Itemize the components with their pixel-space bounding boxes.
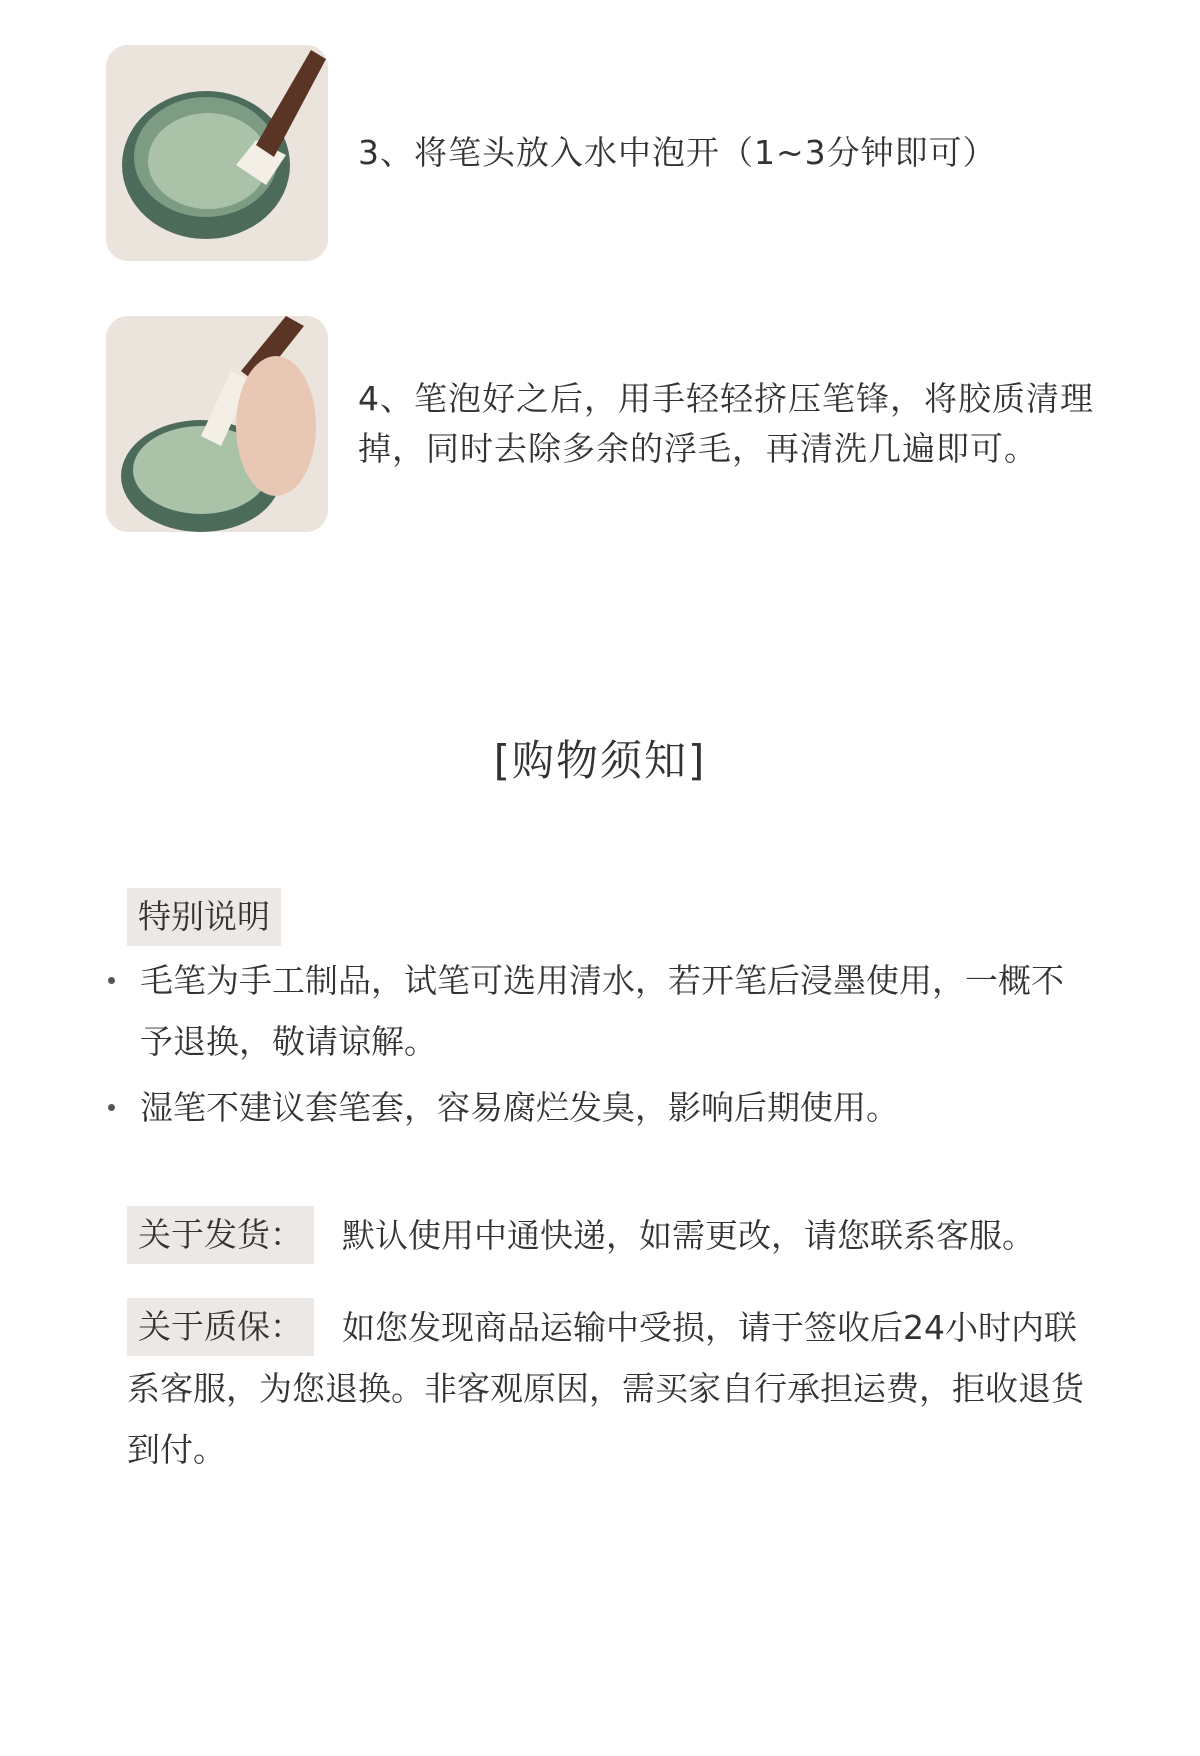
brush-squeezing-image: [106, 316, 328, 532]
warranty-info: [127, 1297, 1087, 1480]
shipping-label: 关于发货：: [127, 1206, 314, 1264]
bullet-icon: [108, 977, 115, 984]
brush-soaking-bowl-image: [106, 45, 328, 261]
shopping-notice-title: [购物须知]: [493, 736, 707, 785]
list-item: [104, 1077, 1094, 1138]
warranty-text: 如您发现商品运输中受损，请于签收后24小时内联系客服，为您退换。非客观原因，需买家自行承担运费，拒收退货到付。: [127, 1308, 1084, 1469]
special-notes-list: [104, 950, 1094, 1143]
step-4-photo: [106, 316, 328, 532]
step-3-photo: [106, 45, 328, 261]
step-4: [106, 316, 1096, 532]
list-item-text: 湿笔不建议套笔套，容易腐烂发臭，影响后期使用。: [140, 1088, 899, 1127]
shipping-info: [127, 1205, 1087, 1266]
list-item: [104, 950, 1094, 1072]
special-notes-label: 特别说明: [127, 888, 281, 946]
list-item-text: 毛笔为手工制品，试笔可选用清水，若开笔后浸墨使用，一概不予退换，敬请谅解。: [140, 961, 1064, 1061]
bullet-icon: [108, 1104, 115, 1111]
step-4-text: 4、笔泡好之后，用手轻轻挤压笔锋，将胶质清理掉，同时去除多余的浮毛，再清洗几遍即可。: [358, 379, 1094, 468]
step-3: [106, 45, 1096, 261]
shipping-text: 默认使用中通快递，如需更改，请您联系客服。: [342, 1216, 1035, 1255]
warranty-label: 关于质保：: [127, 1298, 314, 1356]
step-3-text: 3、将笔头放入水中泡开（1~3分钟即可）: [358, 133, 997, 172]
